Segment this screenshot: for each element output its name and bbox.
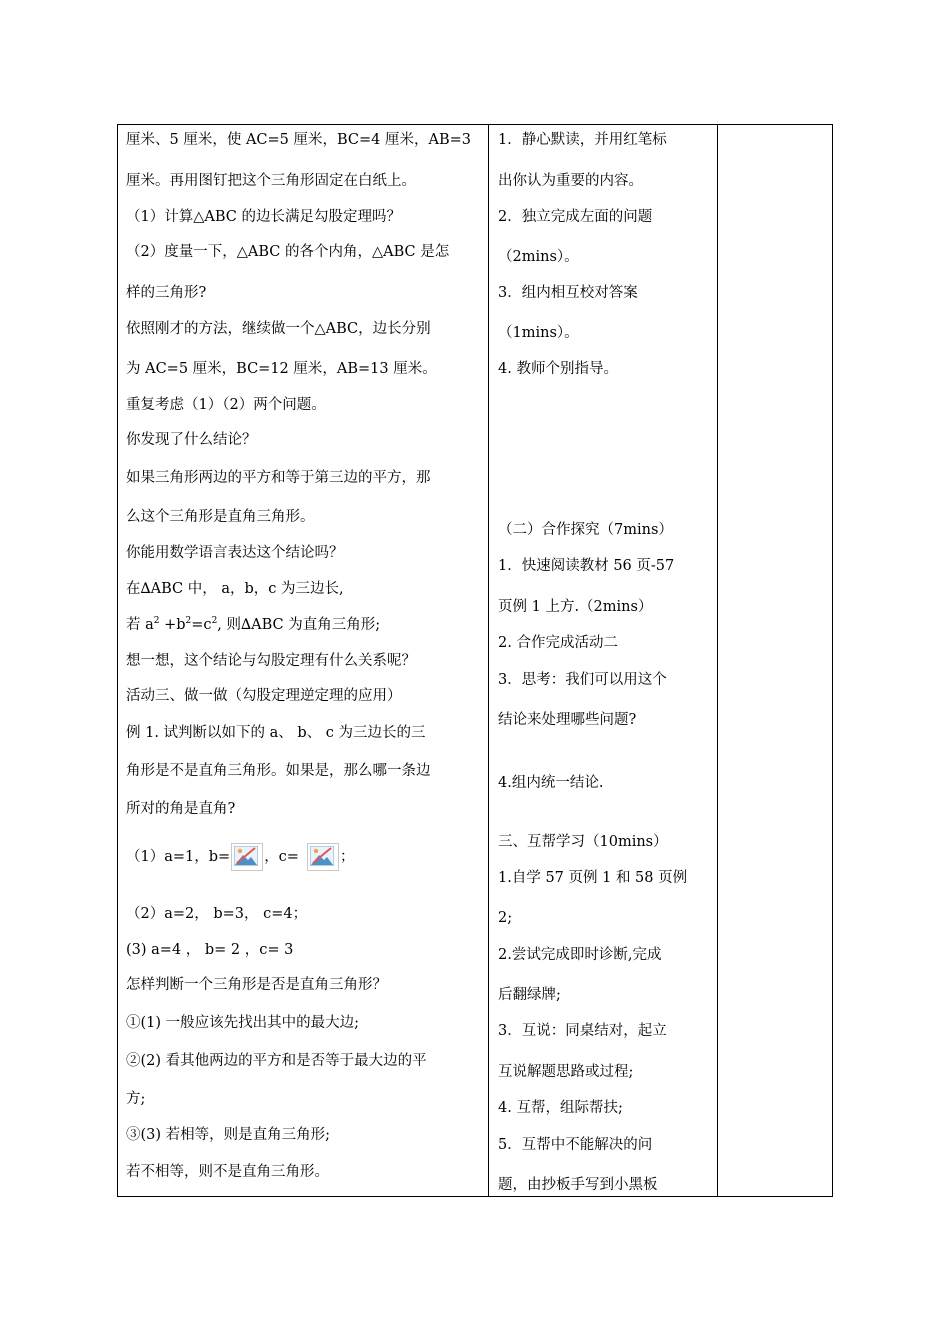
text-line: 在∆ABC 中， a，b，c 为三边长, bbox=[126, 581, 344, 597]
text-line: ②(2) 看其他两边的平方和是否等于最大边的平 bbox=[126, 1053, 427, 1069]
text-line: 4.组内统一结论. bbox=[498, 775, 604, 791]
text-line: 题，由抄板手写到小黑板 bbox=[498, 1177, 658, 1193]
text-line: 重复考虑（1）（2）两个问题。 bbox=[126, 397, 326, 413]
text-line: 你能用数学语言表达这个结论吗？ bbox=[126, 545, 344, 561]
text-line: （2）度量一下，△ABC 的各个内角，△ABC 是怎 bbox=[126, 244, 450, 260]
notes-column bbox=[718, 125, 832, 1196]
text-line: 2; bbox=[498, 910, 513, 926]
text-line: （1mins）。 bbox=[498, 325, 579, 341]
text-line: 方; bbox=[126, 1091, 146, 1107]
text-line: 5．互帮中不能解决的问 bbox=[498, 1137, 653, 1153]
text-line: (3) a=4 ， b= 2 ，c= 3 bbox=[126, 942, 294, 958]
text-line: ①(1) 一般应该先找出其中的最大边; bbox=[126, 1015, 360, 1031]
text-line: （1）计算△ABC 的边长满足勾股定理吗？ bbox=[126, 209, 401, 225]
text-line: 例 1. 试判断以如下的 a、 b、 c 为三边长的三 bbox=[126, 725, 426, 741]
text-line: 若不相等，则不是直角三角形。 bbox=[126, 1164, 329, 1180]
text-line: 你发现了什么结论？ bbox=[126, 432, 257, 448]
text-line: ③(3) 若相等，则是直角三角形; bbox=[126, 1127, 331, 1143]
text-line: 4. 教师个别指导。 bbox=[498, 361, 618, 377]
text-line: 1.自学 57 页例 1 和 58 页例 bbox=[498, 870, 688, 886]
text-line: （2mins）。 bbox=[498, 249, 579, 265]
text-line: 厘米。再用图钉把这个三角形固定在白纸上。 bbox=[126, 173, 416, 189]
lesson-table bbox=[117, 124, 833, 1197]
text-line: 1．静心默读，并用红笔标 bbox=[498, 132, 667, 148]
text-line: 后翻绿牌; bbox=[498, 987, 561, 1003]
text-line: （2）a=2， b=3， c=4； bbox=[126, 906, 308, 922]
text-line: 2. 合作完成活动二 bbox=[498, 635, 618, 651]
section-heading: 三、互帮学习（10mins） bbox=[498, 834, 668, 850]
text-line: 2．独立完成左面的问题 bbox=[498, 209, 653, 225]
text-line: 活动三、做一做（勾股定理逆定理的应用） bbox=[126, 688, 402, 704]
text-line: 1．快速阅读教材 56 页-57 bbox=[498, 558, 675, 574]
method-column bbox=[489, 125, 718, 1196]
text-line: 怎样判断一个三角形是否是直角三角形？ bbox=[126, 977, 387, 993]
text-line: 如果三角形两边的平方和等于第三边的平方，那 bbox=[126, 470, 431, 486]
text-line: 为 AC=5 厘米，BC=12 厘米，AB=13 厘米。 bbox=[126, 361, 437, 377]
text-line: 想一想，这个结论与勾股定理有什么关系呢？ bbox=[126, 653, 416, 669]
broken-image-icon bbox=[231, 843, 263, 871]
text-line: 依照刚才的方法，继续做一个△ABC，边长分别 bbox=[126, 321, 431, 337]
text-line: 3．互说：同桌结对，起立 bbox=[498, 1023, 667, 1039]
activity-column bbox=[118, 125, 489, 1196]
text-line: 3．组内相互校对答案 bbox=[498, 285, 638, 301]
text-line: 厘米、5 厘米，使 AC=5 厘米，BC=4 厘米，AB=3 bbox=[126, 132, 471, 148]
text-line: 互说解题思路或过程; bbox=[498, 1064, 634, 1080]
text-line: 出你认为重要的内容。 bbox=[498, 173, 643, 189]
broken-image-icon bbox=[307, 843, 339, 871]
text-line: 么这个三角形是直角三角形。 bbox=[126, 509, 315, 525]
text-line: 4. 互帮，组际帮扶; bbox=[498, 1100, 623, 1116]
formula-line: 若 $a^2 +b^2=c^2$, 则∆ABC 为直角三角形; bbox=[126, 616, 381, 633]
text-line: 样的三角形? bbox=[126, 285, 207, 301]
text-line: 3．思考：我们可以用这个 bbox=[498, 672, 667, 688]
text-line: 页例 1 上方.（2mins） bbox=[498, 599, 653, 615]
text-line: 2.尝试完成即时诊断,完成 bbox=[498, 947, 662, 963]
text-line: 角形是不是直角三角形。如果是，那么哪一条边 bbox=[126, 763, 431, 779]
example-1-line: （1）a=1，b= ，c= ； bbox=[126, 841, 354, 873]
section-heading: （二）合作探究（7mins） bbox=[498, 522, 673, 538]
text-line: 结论来处理哪些问题? bbox=[498, 712, 637, 728]
text-line: 所对的角是直角? bbox=[126, 801, 236, 817]
